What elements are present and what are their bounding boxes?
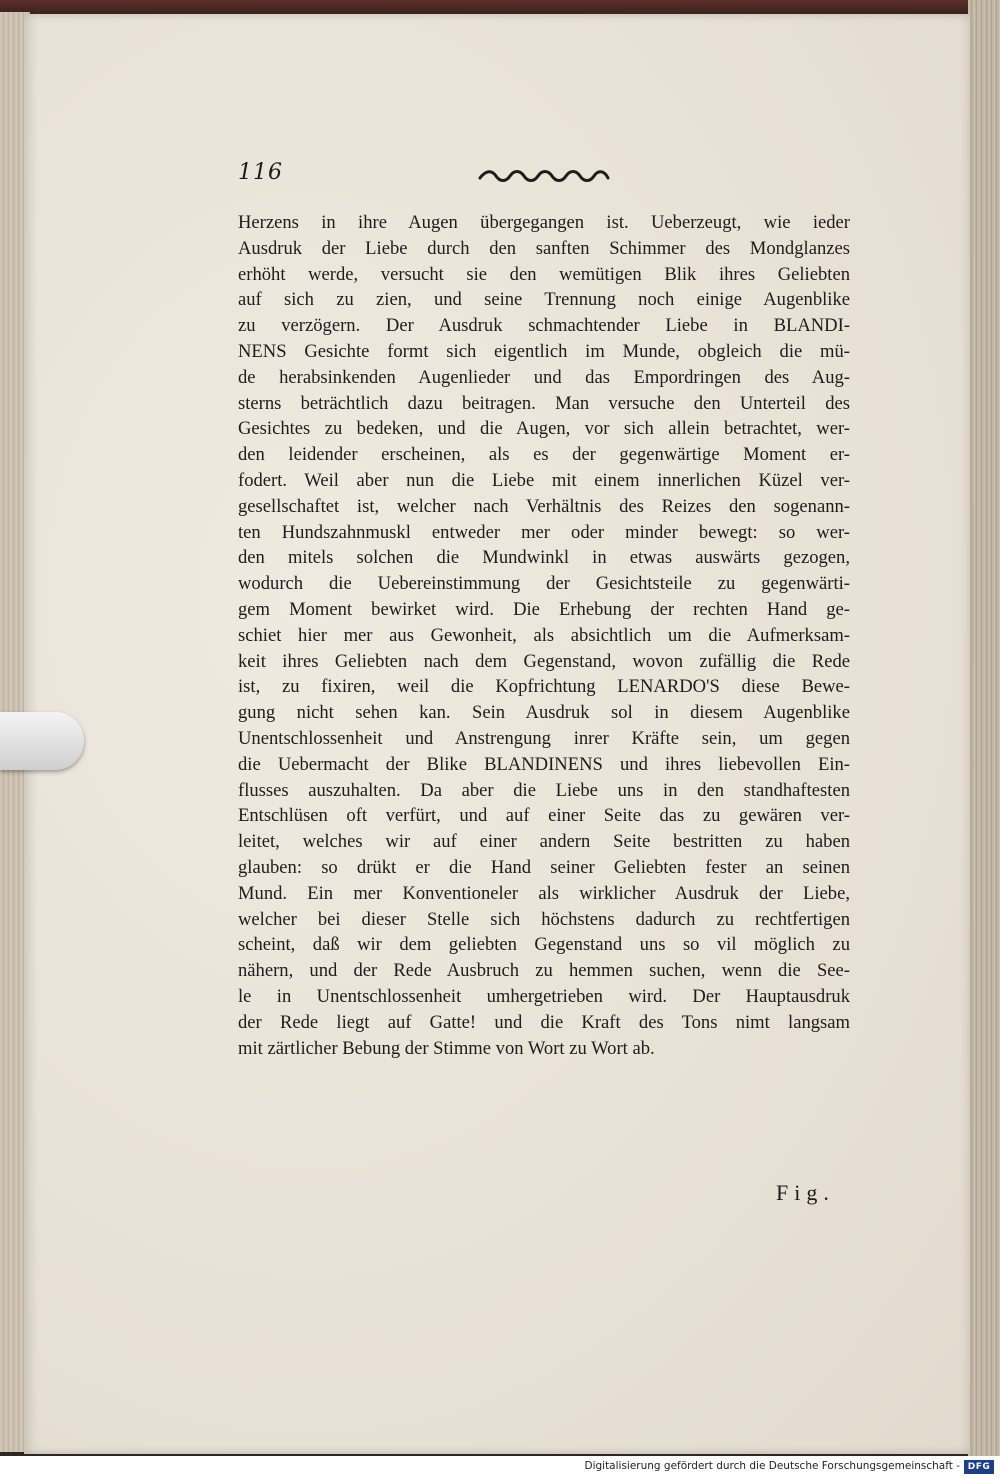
text-line: mit zärtlicher Bebung der Stimme von Wort zu Wort ab. xyxy=(238,1037,655,1059)
text-line: Ausdruk der Liebe durch den sanften Schimmer des Mondglanzes xyxy=(238,237,850,259)
text-line: den leidender erscheinen, als es der gegenwärtige Moment er- xyxy=(238,444,850,466)
text-line: zu verzögern. Der Ausdruk schmachtender Liebe in BLANDI- xyxy=(238,315,850,337)
text-line: Mund. Ein mer Konventioneler als wirklicher Ausdruk der Liebe, xyxy=(238,882,850,904)
text-line: glauben: so drükt er die Hand seiner Geliebten fester an seinen xyxy=(238,856,850,878)
text-line: keit ihres Geliebten nach dem Gegenstand, wovon zufällig die Rede xyxy=(238,650,850,672)
book-binding-top xyxy=(0,0,1000,14)
text-line: die Uebermacht der Blike BLANDINENS und ihres liebevollen Ein- xyxy=(238,753,850,775)
text-line: Herzens in ihre Augen übergegangen ist. Ueberzeugt, wie ieder xyxy=(238,212,850,233)
text-line: ist, zu fixiren, weil die Kopfrichtung LENARDO'S diese Bewe- xyxy=(238,676,850,698)
text-line: gesellschaftet ist, welcher nach Verhältnis des Reizes den sogenann- xyxy=(238,495,850,517)
text-line: schiet hier mer aus Gewonheit, als absichtlich um die Aufmerksam- xyxy=(238,624,850,646)
text-line: wodurch die Uebereinstimmung der Gesichtsteile zu gegenwärti- xyxy=(238,573,850,595)
page-edges-right xyxy=(968,0,1000,1460)
digitization-footer xyxy=(0,1456,1000,1479)
dfg-logo: DFG xyxy=(964,1460,994,1474)
text-line: ten Hundszahnmuskl entweder mer oder minder bewegt: so wer- xyxy=(238,521,850,543)
text-line: erhöht werde, versucht sie den wemütigen Blik ihres Geliebten xyxy=(238,263,850,285)
text-line: le in Unentschlossenheit umhergetrieben wird. Der Hauptausdruk xyxy=(238,985,850,1007)
text-line: sterns beträchtlich dazu beitragen. Man versuche den Unterteil des xyxy=(238,392,850,414)
ornament-icon xyxy=(478,166,610,186)
text-line: den mitels solchen die Mundwinkl in etwas auswärts gezogen, xyxy=(238,547,850,569)
text-line: Gesichtes zu bedeken, und die Augen, vor sich allein betrachtet, wer- xyxy=(238,418,850,440)
text-line: gem Moment bewirket wird. Die Erhebung der rechten Hand ge- xyxy=(238,598,850,620)
text-line: NENS Gesichte formt sich eigentlich im Munde, obgleich die mü- xyxy=(238,340,850,362)
text-line: auf sich zu zien, und seine Trennung noch einige Augenblike xyxy=(238,289,850,311)
footer-credit: Digitalisierung gefördert durch die Deutsche Forschungsgemeinschaft - xyxy=(584,1460,960,1472)
catchword: Fig. xyxy=(776,1180,835,1205)
text-line: fodert. Weil aber nun die Liebe mit einem innerlichen Küzel ver- xyxy=(238,469,850,491)
text-line: der Rede liegt auf Gatte! und die Kraft des Tons nimt langsam xyxy=(238,1011,850,1033)
page-header xyxy=(238,160,848,194)
text-line: welcher bei dieser Stelle sich höchstens dadurch zu rechtfertigen xyxy=(238,908,850,930)
text-line: leitet, welches wir auf einer andern Seite bestritten zu haben xyxy=(238,831,850,853)
text-line: Unentschlossenheit und Anstrengung inrer Kräfte sein, um gegen xyxy=(238,727,850,749)
text-line: scheint, daß wir dem geliebten Gegenstand uns so vil möglich zu xyxy=(238,934,850,956)
text-line: Entschlüsen oft verfürt, und auf einer Seite das zu gewären ver- xyxy=(238,805,850,827)
page-number: 116 xyxy=(238,160,283,185)
text-line: de herabsinkenden Augenlieder und das Empordringen des Aug- xyxy=(238,366,850,388)
text-line: gung nicht sehen kan. Sein Ausdruk sol in diesem Augenblike xyxy=(238,702,850,724)
text-line: nähern, und der Rede Ausbruch zu hemmen suchen, wenn die See- xyxy=(238,960,850,982)
text-line: flusses auszuhalten. Da aber die Liebe uns in den standhaftesten xyxy=(238,779,850,801)
body-text xyxy=(238,210,850,1061)
page-clip xyxy=(0,712,84,770)
